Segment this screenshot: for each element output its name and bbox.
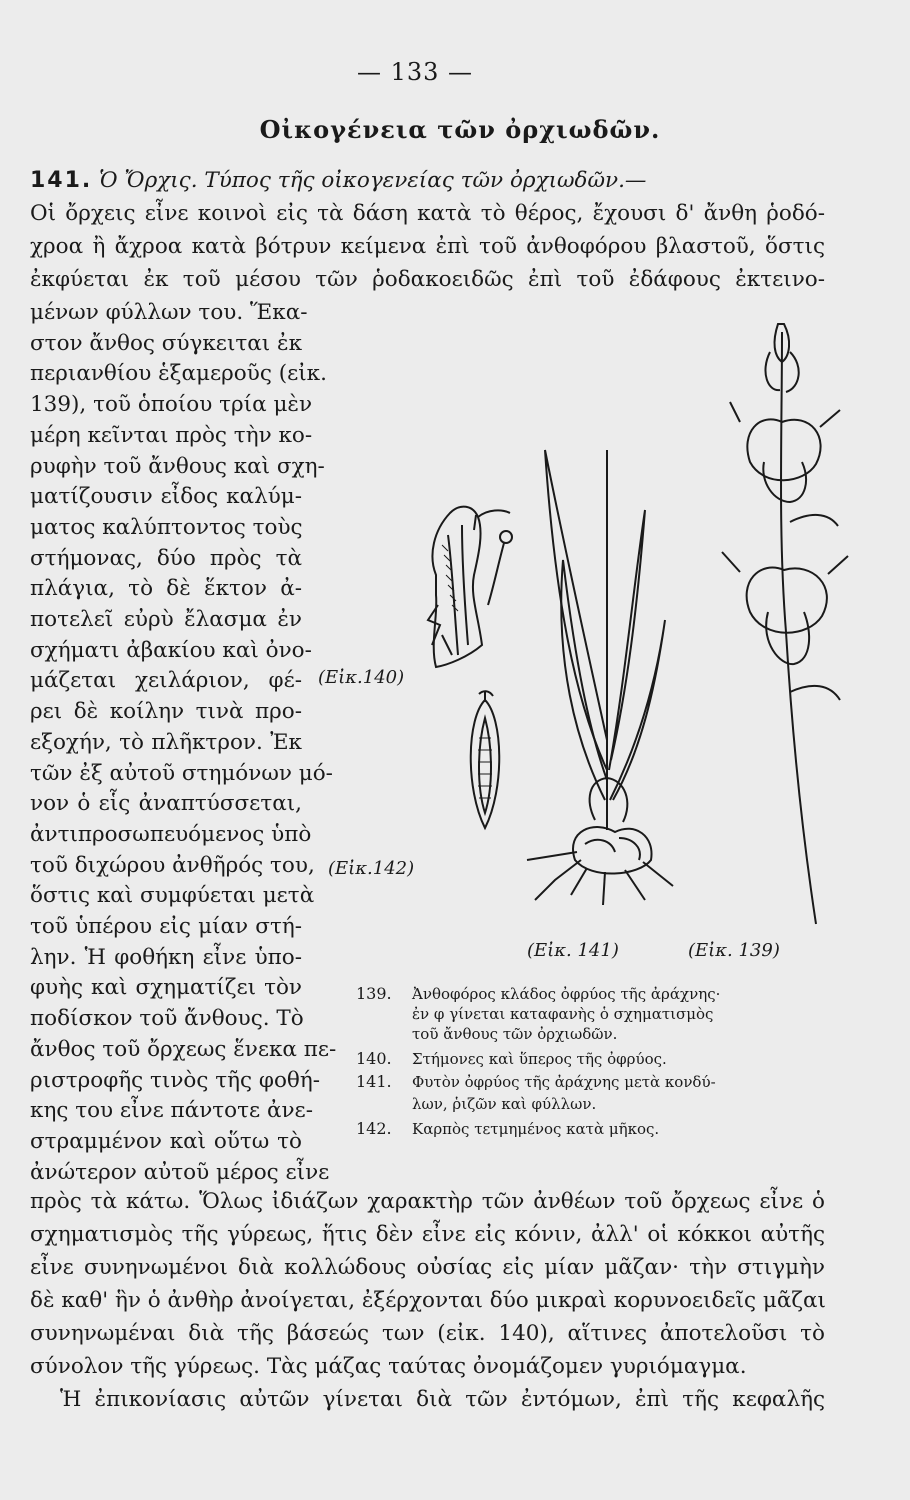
text-line: χροα ἢ ἄχροα κατὰ βότρυν κείμενα ἐπὶ τοῦ ἀνθοφόρου βλαστοῦ, ὅστις xyxy=(30,234,825,259)
text-line: ρει δὲ κοίλην τινὰ προ- xyxy=(30,699,302,725)
text-line: εἶνε συνηνωμένοι διὰ κολλώδους οὐσίας εἰς μίαν μᾶζαν· τὴν στιγμὴν xyxy=(30,1255,825,1280)
caption-text: Φυτὸν ὀφρύος τῆς ἀράχνης μετὰ κονδύ- xyxy=(412,1073,716,1091)
text-line: σχήματι ἀβακίου καὶ ὀνο- xyxy=(30,637,312,663)
text-line: ματίζουσιν εἶδος καλύμ- xyxy=(30,484,302,510)
caption-140 xyxy=(0,1050,910,1070)
text-line: συνηνωμέναι διὰ τῆς βάσεώς των (εἰκ. 140), αἵτινες ἀποτελοῦσι τὸ xyxy=(30,1321,825,1346)
text-line: δὲ καθ' ἣν ὁ ἀνθὴρ ἀνοίγεται, ἐξέρχονται δύο μικραὶ κορυνοειδεῖς μᾶζαι xyxy=(30,1288,826,1313)
text-line: τῶν ἐξ αὐτοῦ στημόνων μό- xyxy=(30,760,333,786)
text-line: ἀντιπροσωπευόμενος ὑπὸ xyxy=(30,821,312,847)
caption-139-line3 xyxy=(0,1025,910,1045)
text-line: πρὸς τὰ κάτω. Ὅλως ἰδιάζων χαρακτὴρ τῶν ἀνθέων τοῦ ὄρχεως εἶνε ὁ xyxy=(30,1189,825,1214)
figure-label-139: (Εἰκ. 139) xyxy=(688,940,780,961)
figure-141-illustration xyxy=(515,440,685,910)
caption-number: 142. xyxy=(356,1119,392,1138)
section-heading-line xyxy=(30,165,825,196)
text-line: ἀνώτερον αὐτοῦ μέρος εἶνε xyxy=(30,1159,330,1185)
text-line: μέρη κεῖνται πρὸς τὴν κο- xyxy=(30,422,313,448)
text-line: στον ἄνθος σύγκειται ἐκ xyxy=(30,330,303,356)
figure-142-illustration xyxy=(455,688,515,838)
caption-number: 140. xyxy=(356,1049,392,1068)
text-line: ἐκφύεται ἐκ τοῦ μέσου τῶν ῥοδακοειδῶς ἐπὶ τοῦ ἐδάφους ἐκτεινο- xyxy=(30,267,825,292)
text-line: ἄνθος τοῦ ὄρχεως ἕνεκα πε- xyxy=(30,1036,337,1062)
text-line: κης του εἶνε πάντοτε ἀνε- xyxy=(30,1098,313,1124)
caption-139 xyxy=(0,985,910,1005)
caption-number: 141. xyxy=(356,1072,392,1091)
figure-140-illustration xyxy=(418,495,528,680)
caption-139-line2 xyxy=(0,1005,910,1025)
text-line: εξοχήν, τὸ πλῆκτρον. Ἐκ xyxy=(30,729,302,755)
text-line: ποδίσκον τοῦ ἄνθους. Τὸ xyxy=(30,1006,304,1032)
caption-text: Στήμονες καὶ ὕπερος τῆς ὀφρύος. xyxy=(412,1050,667,1068)
text-line: μάζεται χειλάριον, φέ- xyxy=(30,668,302,694)
caption-141-line2 xyxy=(0,1095,910,1115)
figure-label-142: (Εἰκ.142) xyxy=(328,858,415,879)
text-line: πλάγια, τὸ δὲ ἕκτον ἀ- xyxy=(30,576,302,602)
text-line: ματος καλύπτοντος τοὺς xyxy=(30,514,303,540)
text-line: περιανθίου ἑξαμεροῦς (εἰκ. xyxy=(30,361,327,387)
text-line: σύνολον τῆς γύρεως. Τὰς μάζας ταύτας ὀνομάζομεν γυριόμαγμα. xyxy=(30,1354,747,1379)
section-heading: Ὁ Ὄρχις. Τύπος τῆς οἰκογενείας τῶν ὀρχιωδῶν.— xyxy=(99,168,647,193)
text-line: τοῦ ὑπέρου εἰς μίαν στή- xyxy=(30,914,302,939)
page-number: — 133 — xyxy=(356,58,474,86)
caption-text: Καρπὸς τετμημένος κατὰ μῆκος. xyxy=(412,1120,660,1138)
caption-text: Ἀνθοφόρος κλάδος ὀφρύος τῆς ἀράχνης· xyxy=(412,985,721,1003)
text-line: φυὴς καὶ σχηματίζει τὸν xyxy=(30,975,302,1001)
caption-text: λων, ῥιζῶν καὶ φύλλων. xyxy=(412,1095,597,1113)
figure-139-illustration xyxy=(720,312,860,927)
text-line: σχηματισμὸς τῆς γύρεως, ἥτις δὲν εἶνε εἰς κόνιν, ἀλλ' οἱ κόκκοι αὐτῆς xyxy=(30,1222,825,1247)
text-line: στραμμένον καὶ οὕτω τὸ xyxy=(30,1128,302,1154)
text-line: στήμονας, δύο πρὸς τὰ xyxy=(30,545,302,571)
text-line: Ἡ ἐπικονίασις αὐτῶν γίνεται διὰ τῶν ἐντόμων, ἐπὶ τῆς κεφαλῆς xyxy=(60,1387,825,1412)
caption-text: τοῦ ἄνθους τῶν ὀρχιωδῶν. xyxy=(412,1025,618,1043)
caption-number: 139. xyxy=(356,984,392,1003)
text-line: ὅστις καὶ συμφύεται μετὰ xyxy=(30,883,315,909)
section-number: 141. xyxy=(30,168,93,193)
chapter-title: Οἰκογένεια τῶν ὀρχιωδῶν. xyxy=(259,115,661,144)
text-line: ποτελεῖ εὐρὺ ἔλασμα ἐν xyxy=(30,607,302,632)
text-line: νον ὁ εἷς ἀναπτύσσεται, xyxy=(30,791,302,817)
text-line: τοῦ διχώρου ἀνθῆρός του, xyxy=(30,852,315,878)
text-line: ρυφὴν τοῦ ἄνθους καὶ σχη- xyxy=(30,453,325,479)
text-line: μένων φύλλων του. Ἕκα- xyxy=(30,300,308,325)
caption-142 xyxy=(0,1120,910,1140)
text-line: λην. Ἡ φοθήκη εἶνε ὑπο- xyxy=(30,944,302,970)
figure-label-141: (Εἰκ. 141) xyxy=(527,940,619,961)
text-line: 139), τοῦ ὁποίου τρία μὲν xyxy=(30,392,313,418)
text-line: ριστροφῆς τινὸς τῆς φοθή- xyxy=(30,1067,320,1093)
figure-label-140: (Εἰκ.140) xyxy=(318,667,405,688)
text-line: Οἱ ὄρχεις εἶνε κοινοὶ εἰς τὰ δάση κατὰ τὸ θέρος, ἔχουσι δ' ἄνθη ῥοδό- xyxy=(30,201,825,226)
caption-141 xyxy=(0,1073,910,1093)
caption-text: ἐν φ γίνεται καταφανὴς ὁ σχηματισμὸς xyxy=(412,1005,714,1023)
